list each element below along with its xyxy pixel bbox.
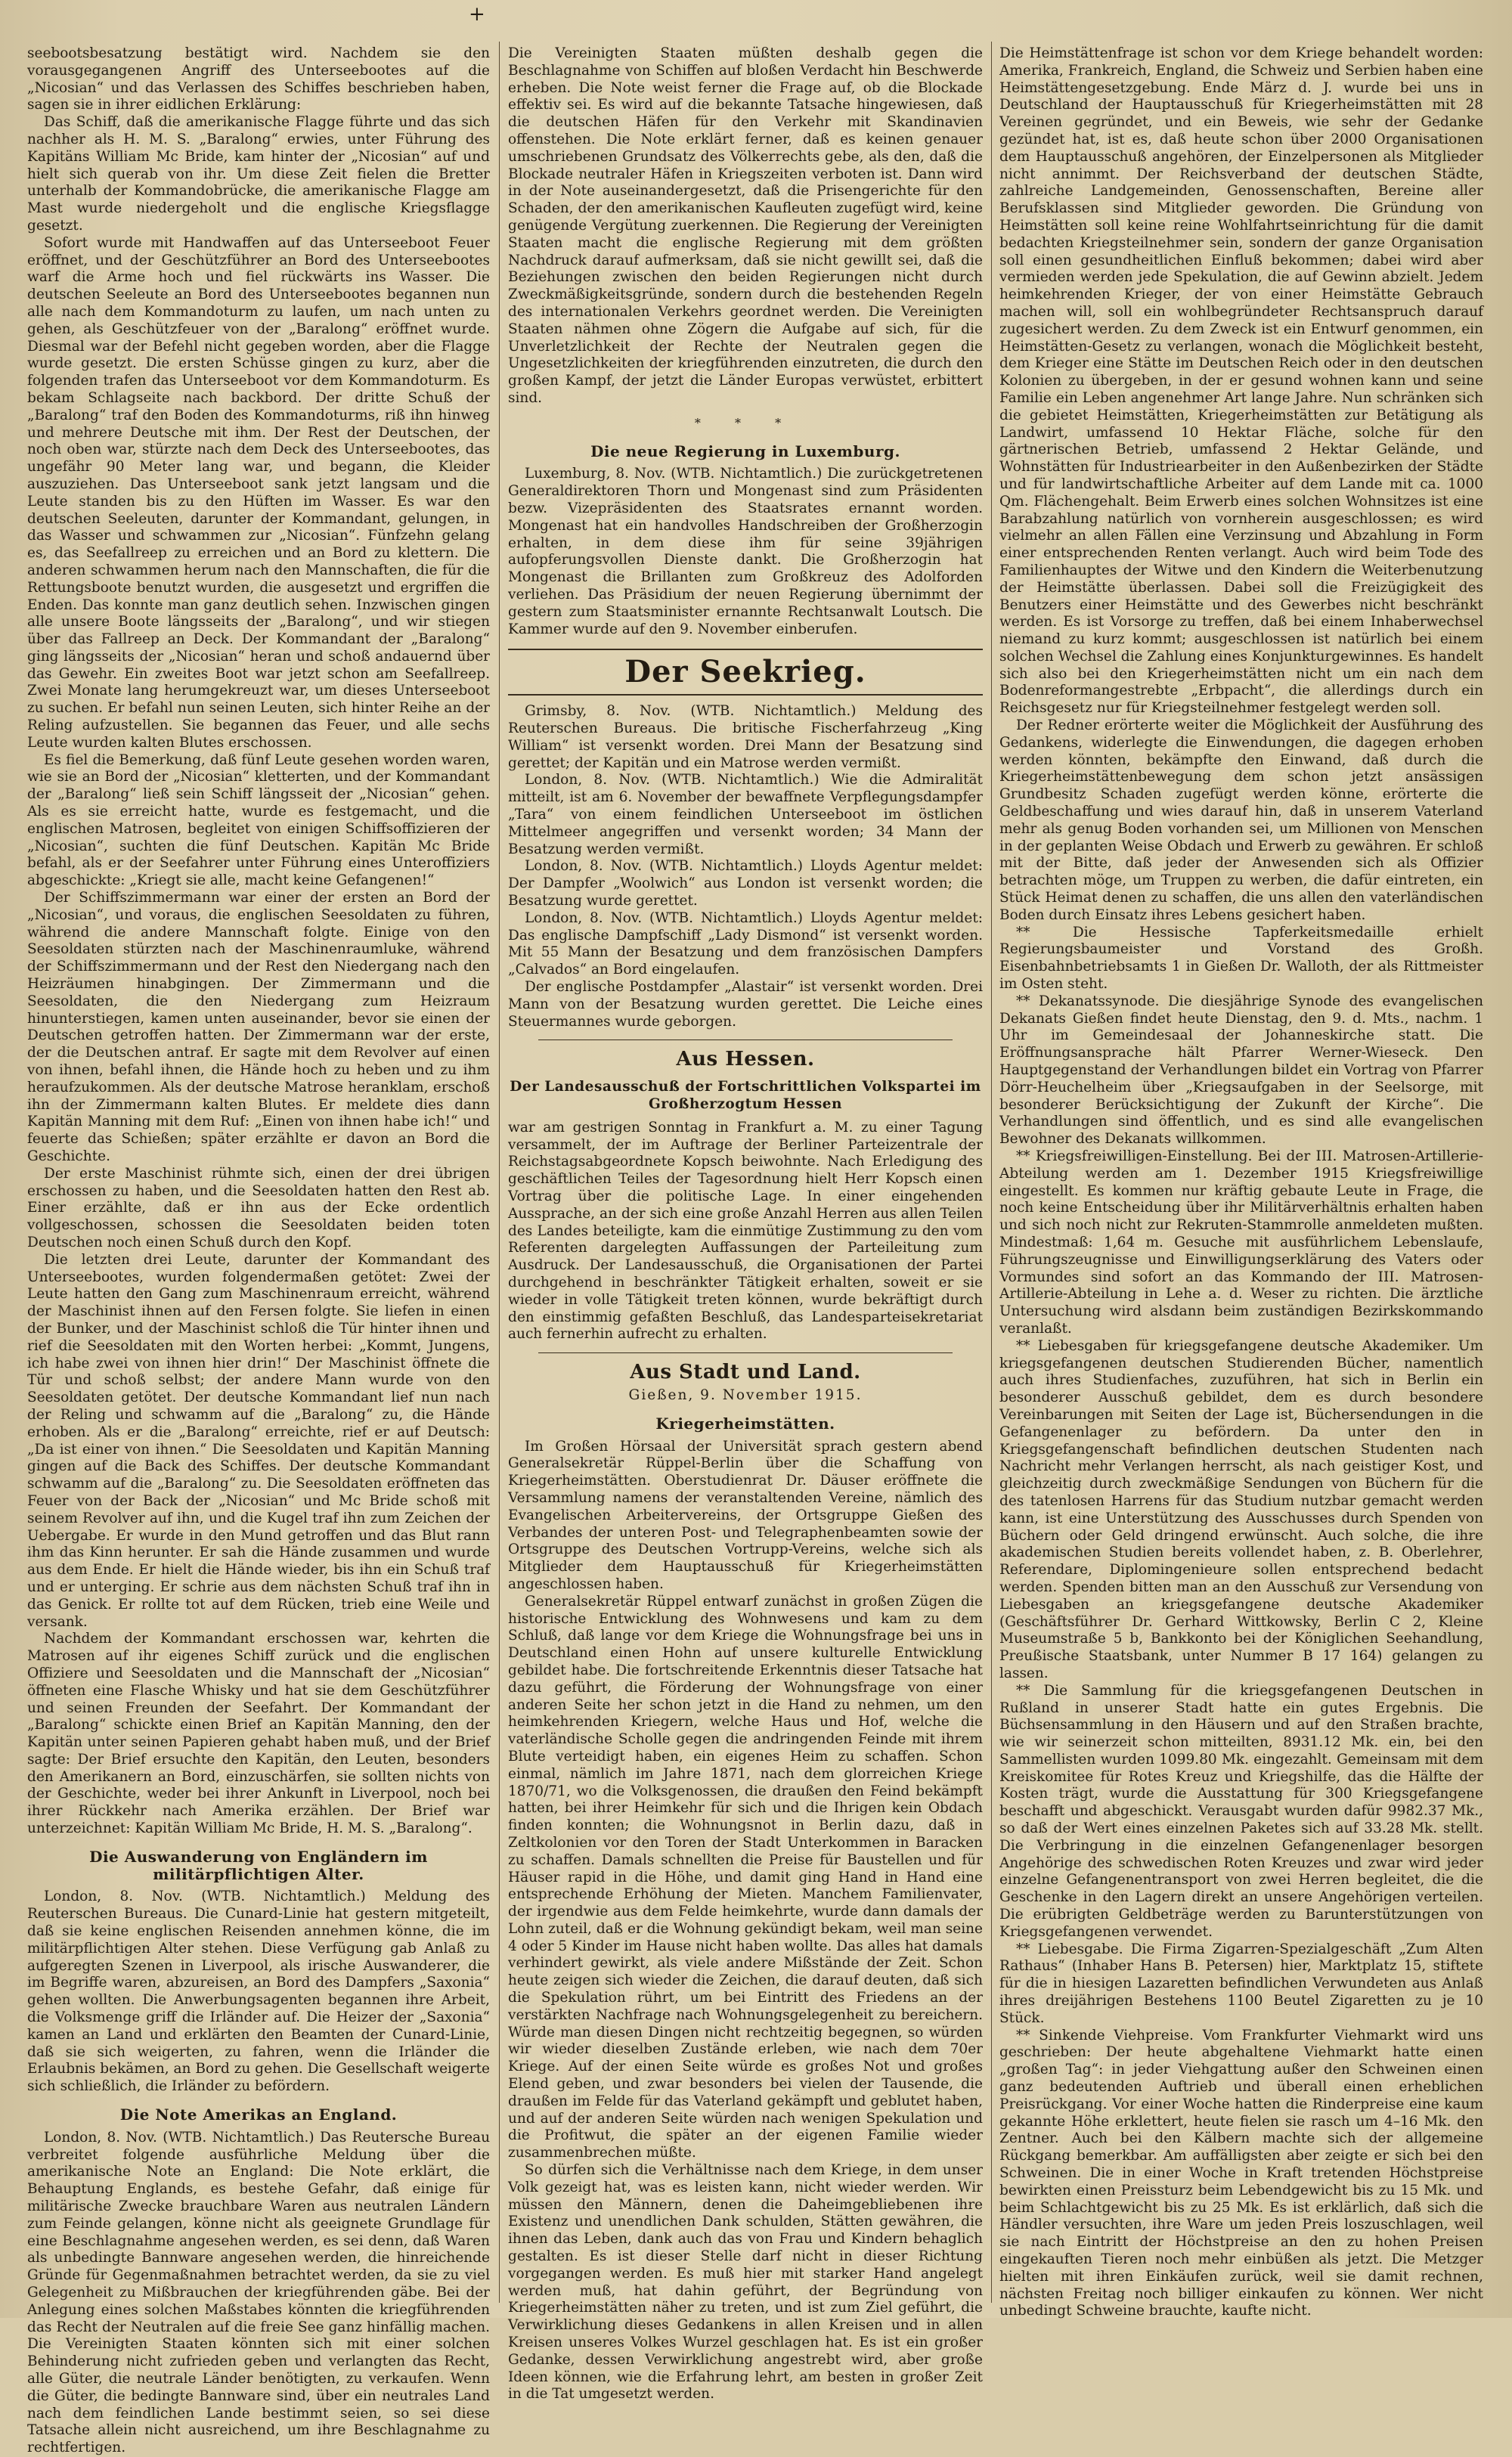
article-text: seebootsbesatzung bestätigt wird. Nachdem sie den vorausgegangenen Angriff des Unterseebootes auf die „Nicosian“ und das Verlassen des Schiffes beschrieben haben, sagen sie in ihrer eidlichen Erklärung:	[27, 45, 490, 113]
article-text: London, 8. Nov. (WTB. Nichtamtlich.) Lloyds Agentur meldet: Das englische Dampfschiff „Lady Dismond“ ist versenkt worden. Mit 55 Mann der Besatzung und dem französischen Dampfers „Calvados“ an Bord eingelaufen.	[508, 909, 983, 978]
article-text: London, 8. Nov. (WTB. Nichtamtlich.) Wie die Admiralität mitteilt, ist am 6. November der bewaffnete Verpflegungsdampfer „Tara“ von einem feindlichen Unterseeboot im östlichen Mittelmeer angegriffen und versenkt worden; 34 Mann der Besatzung werden vermißt.	[508, 772, 983, 857]
article-text: Die Heimstättenfrage ist schon vor dem Kriege behandelt worden: Amerika, Frankreich, England, die Schweiz und Serbien haben eine Heimstättengesetzgebung. Ende März d. J. wurde bei uns in Deutschland der Hauptausschuß für Kriegerheimstätten mit 28 Vereinen gegründet, und ein Beweis, wie sehr der Gedanke gezündet hat, ist es, daß heute schon über 2000 Organisationen dem Hauptausschuß angehören, der Einzelpersonen als Mitglieder nicht annimmt. Der Reichsverband der deutschen Städte, zahlreiche Landgemeinden, Genossenschaften, Bereine aller Berufsklassen sind Mitglieder geworden. Die Gründung von Heimstätten soll keine reine Wohlfahrtseinrichtung für die damit bedachten Kriegsteilnehmer sein, sondern der ganze Organisation soll einen gesundheitlichen Einfluß bekommen; dabei wird aber vermieden werden jede Spekulation, die auf Gewinn abzielt. Jedem heimkehrenden Krieger, der von einer Heimstätte Gebrauch machen will, soll ein wohlbegründeter Rechtsanspruch darauf zugesichert werden. Zu dem Zweck ist ein Entwurf genommen, ein Heimstätten-Gesetz zu verlangen, wonach die Möglichkeit besteht, dem Krieger eine Stätte im Deutschen Reich oder in den deutschen Kolonien zu übergeben, in der er gesund wohnen kann und seine Familie ein Leben angenehmer Art lange Jahre. Nun schränken sich die gebietet Heimstätten, Kriegerheimstätten zur Betätigung als Landwirt, umfassend 10 Hektar Fläche, solche für den gärtnerischen Betrieb, umfassend 2 Hektar Gelände, und Wohnstätten für Industriearbeiter in den Außenbezirken der Städte und für landwirtschaftliche Arbeiter auf dem Lande mit ca. 1000 Qm. Flächengehalt. Beim Erwerb eines solchen Wohnsitzes ist eine Barabzahlung natürlich von vornherein ausgeschlossen; es wird vielmehr an allen Fällen eine Verzinsung und Abzahlung in Form einer entsprechenden Renten verlangt. Auch wird beim Tode des Familienhauptes der Witwe und den Kindern die Weiterbenutzung der Heimstätte überlassen. Dabei soll die Freizügigkeit des Benutzers einer Heimstätte und des Gewerbes nicht beschränkt werden. Es ist Vorsorge zu treffen, daß bei einem Inhaberwechsel niemand zu kurz kommt; ausgeschlossen ist natürlich bei einem solchen Wechsel die Zahlung eines Konjunkturgewinnes. Es handelt sich also bei den Kriegerheimstätten nicht um ein nach dem Bodenreformangestrebte „Erbpacht“, die allerdings durch ein Reichsgesetz nur für Kriegsteilnehmer festgelegt werden soll.	[999, 45, 1483, 717]
column-rule-2	[991, 42, 992, 2303]
headline-kriegerheimstaetten: Kriegerheimstätten.	[655, 1414, 835, 1433]
column-2	[508, 45, 983, 2403]
headline-auswanderung: Die Auswanderung von Engländern im militärpflichtigen Alter.	[89, 1847, 428, 1883]
column-rule-1	[499, 42, 500, 2303]
article-text: Der Schiffszimmermann war einer der ersten an Bord der „Nicosian“, und voraus, die englischen Seesoldaten zu führen, während die andere Mannschaft folgte. Einige von den Seesoldaten stürzten nach der Maschinenraumluke, während der Schiffszimmermann und der Rest den Niedergang nach den Heizräumen hinabgingen. Der Zimmermann und die Seesoldaten, die den Niedergang zum Heizraum hinunterstiegen, kamen unten auseinander, bevor sie einen der Deutschen getroffen hatten. Der Zimmermann war der erste, der die Deutschen antraf. Er sagte mit dem Revolver auf einen von ihnen, befahl ihnen, die Hände hoch zu heben und zu ihm heraufzukommen. Als der deutsche Matrose heranklam, erschoß ihn der Zimmermann kalten Blutes. Er meldete dies dann Kapitän Manning mit dem Ruf: „Einen von ihnen habe ich!“ und feuerte das Schießen; später erzählte er davon an Bord die Geschichte.	[27, 890, 490, 1164]
article-text: Das Schiff, daß die amerikanische Flagge führte und das sich nachher als H. M. S. „Baralong“ erwies, unter Führung des Kapitäns William Mc Bride, kam hinter der „Nicosian“ auf und hielt sich querab von ihr. Um diese Zeit fielen die Bretter unterhalb der Kommandobrücke, die amerikanische Flagge am Mast wurde niedergeholt und die englische Kriegsflagge gesetzt.	[27, 114, 490, 234]
article-text: So dürfen sich die Verhältnisse nach dem Kriege, in dem unser Volk gezeigt hat, was es leisten kann, nicht wieder werden. Wir müssen den Männern, denen die Daheimgebliebenen ihre Existenz und unendlichen Dank schulden, Stätten gewähren, die ihnen das Leben, dank auch das von Frau und Kindern behaglich gestalten. Es ist dieser Stelle darf nicht in dieser Richtung vorgegangen werden. Es muß hier mit starker Hand angelegt werden muß, hat dahin geführt, der Begründung von Kriegerheimstätten näher zu treten, und ist zum Ziel geführt, die Verwirklichung dieses Gedankens in allen Kreisen und in allen Kreisen unseres Volkes Wurzel geschlagen hat. Es ist ein großer Gedanke, dessen Verwirklichung angestrebt wird, aber große Ideen können, wie die Erfahrung lehrt, am besten in großer Zeit in die Tat umgesetzt werden.	[508, 2162, 983, 2403]
headline-luxemburg: Die neue Regierung in Luxemburg.	[590, 442, 900, 460]
article-text: Der englische Postdampfer „Alastair“ ist versenkt worden. Drei Mann von der Besatzung wurden gerettet. Die Leiche eines Steuermannes wurde geborgen.	[508, 979, 983, 1030]
article-text: Die Vereinigten Staaten müßten deshalb gegen die Beschlagnahme von Schiffen auf bloßen Verdacht hin Beschwerde erheben. Die Note weist ferner die Frage auf, ob die Blockade effektiv sei. Es wird auf die bekannte Tatsache hingewiesen, daß die deutschen Häfen für den Verkehr mit Skandinavien offenstehen. Die Note erklärt ferner, daß es keinen genauer umschriebenen Grundsatz des Völkerrechts gebe, als den, daß die Blockade neutraler Häfen in Kriegszeiten verboten ist. Dann wird in der Note auseinandergesetzt, daß die Prisengerichte für den Schaden, der den amerikanischen Kaufleuten zugefügt wird, keine genügende Vergütung zuerkennen. Die Regierung der Vereinigten Staaten macht die englische Regierung mit dem größten Nachdruck darauf aufmerksam, daß sie nicht gewillt sei, daß die Beziehungen zwischen den beiden Regierungen nicht durch Zweckmäßigkeitsgründe, sondern durch die bestehenden Regeln des internationalen Verkehrs geordnet werden. Die Vereinigten Staaten nähmen ohne Zögern die Aufgabe auf sich, für die Unverletzlichkeit der Rechte der Neutralen gegen die Ungesetzlichkeiten der kriegführenden einzutreten, die durch den großen Kampf, der jetzt die Länder Europas verwüstet, erbittert sind.	[508, 45, 983, 406]
news-item: ** Sinkende Viehpreise. Vom Frankfurter Viehmarkt wird uns geschrieben: Der heute abgehaltene Viehmarkt hatte einen „großen Tag“: in jeder Viehgattung außer den Schweinen einen ganz bedeutenden Auftrieb und überall einen erheblichen Preisrückgang. Vor einer Woche hatten die Rinderpreise eine kaum gekannte Höhe erklettert, heute fielen sie rasch um 4–16 Mk. den Zentner. Auch bei den Kälbern machte sich der allgemeine Rückgang bemerkbar. Am auffälligsten aber zeigte er sich bei den Schweinen. Die in einer Woche in Kraft tretenden Höchstpreise bewirkten einen Preissturz beim Lebendgewicht bis zu 15 Mk. und beim Schlachtgewicht bis zu 25 Mk. Es ist erklärlich, daß sich die Händler versuchten, ihre Ware um jeden Preis loszuschlagen, weil sie nach Eintritt der Höchstpreise an den zu hohen Preisen eingekauften Tieren noch mehr einbüßen als jetzt. Die Metzger hielten mit ihren Einkäufen zurück, weil sie damit rechnen, nächsten Freitag noch billiger einkaufen zu können. Wer nicht unbedingt Schweine brauchte, kaufte nicht.	[999, 2027, 1483, 2319]
column-1	[27, 45, 490, 2456]
news-item: ** Kriegsfreiwilligen-Einstellung. Bei der III. Matrosen-Artillerie-Abteilung werden am 1. Dezember 1915 Kriegsfreiwillige eingestellt. Es kommen nur kräftig gebaute Leute in Frage, die noch keine Entscheidung über ihr Militärverhältnis erhalten haben und sich noch nicht zur Rekruten-Stammrolle anmeldeten mußten. Mindestmaß: 1,64 m. Gesuche mit ausführlichem Lebenslaufe, Führungszeugnisse und Einwilligungserklärung des Vaters oder Vormundes sind sofort an das Kommando der III. Matrosen-Artillerie-Abteilung in Lehe a. d. Weser zu richten. Die ärztliche Untersuchung wird alsdann beim zuständigen Bezirkskommando veranlaßt.	[999, 1148, 1483, 1337]
article-text: war am gestrigen Sonntag in Frankfurt a. M. zu einer Tagung versammelt, der im Auftrage der Berliner Parteizentrale der Reichstagsabgeordnete Kopsch beiwohnte. Nach Erledigung des geschäftlichen Teiles der Tagesordnung hielt Herr Kopsch einen Vortrag über die politische Lage. In einer eingehenden Aussprache, an der sich eine große Anzahl Herren aus allen Teilen des Landes beteiligte, kam die einmütige Zustimmung zu den vom Referenten dargelegten Auffassungen der Parteileitung zum Ausdruck. Der Landesausschuß, die Organisationen der Partei durchgehend in beschränkter Tätigkeit erhalten, soweit er sie wieder in volle Tätigkeit treten können, wurde bekräftigt durch den einstimmig gefaßten Beschluß, das Landesparteisekretariat auch fernerhin aufrecht zu erhalten.	[508, 1119, 983, 1343]
headline-landesausschuss: Der Landesausschuß der Fortschrittlichen Volkspartei im Großherzogtum Hessen	[510, 1079, 981, 1113]
headline-note-amerikas: Die Note Amerikas an England.	[119, 2105, 398, 2124]
column-3	[999, 45, 1483, 2319]
section-title-stadt-land: Aus Stadt und Land.	[630, 1361, 861, 1384]
news-item: ** Liebesgaben für kriegsgefangene deutsche Akademiker. Um kriegsgefangenen deutschen Studierenden Bücher, namentlich auch ihres Studienfaches, zuzuführen, hat sich in Berlin ein besonderer Ausschuß gebildet, dem es durch besondere Vereinbarungen mit Seiten der Lage ist, Büchersendungen in die Gefangenenlager zu befördern. Da unter den in Kriegsgefangenschaft befindlichen deutschen Studenten nach Nachricht mehr Verlangen herrscht, als nach geistiger Kost, und gleichzeitig durch zweckmäßige Sendungen von Büchern für die des tatenlosen Harrens für das Studium nutzbar gemacht werden kann, ist eine Unterstützung des Ausschusses durch Spenden von Büchern oder Geld dringend erwünscht. Auch solche, die ihre akademischen Studien bereits vollendet haben, z. B. Oberlehrer, Referendare, Diplomingenieure sollen entsprechend bedacht werden. Spenden bitten man an den Ausschuß zur Versendung von Liebesgaben an kriegsgefangene deutsche Akademiker (Geschäftsführer Dr. Gerhard Wittkowsky, Berlin C 2, Kleine Museumstraße 5 b, Bankkonto bei der Königlichen Seehandlung, Preußische Staatsbank, unter Nummer B 17 164) gelangen zu lassen.	[999, 1337, 1483, 1681]
article-text: Die letzten drei Leute, darunter der Kommandant des Unterseebootes, wurden folgendermaßen getötet: Zwei der Leute hatten den Gang zum Maschinenraum erreicht, während der Maschinist ihnen auf den Fersen folgte. Sie liefen in einen der Bunker, und der Maschinist schloß die Tür hinter ihnen und rief die Seesoldaten mit den Worten herbei: „Kommt, Jungens, ich habe zwei von ihnen hier drin!“ Der Maschinist öffnete die Tür und schoß selbst; der andere Mann wurde von den Seesoldaten getötet. Der deutsche Kommandant lief nun nach der Reling und schwamm auf die „Baralong“ zu, die Hände erhoben. Als er die „Baralong“ erreichte, rief er auf Deutsch: „Da ist einer von ihnen.“ Die Seesoldaten und Kapitän Manning gingen auf die Back des Schiffes. Der deutsche Kommandant schwamm auf die „Baralong“ zu. Die Seesoldaten eröffneten das Feuer von der Back der „Nicosian“ und Mc Bride schoß mit seinem Revolver auf ihn, und die Kugel traf ihn zum Zeichen der Uebergabe. Er wurde in den Mund getroffen und das Blut rann ihm das Kinn herunter. Er sah die Hände zusammen und wurde aus dem Ende. Er hielt die Hände wieder, bis ihn ein Schuß traf und er unterging. Er schrie aus dem nächsten Schuß traf ihn in das Genick. Er rollte tot auf dem Rücken, trieb eine Weile und versank.	[27, 1251, 490, 1630]
article-text: Im Großen Hörsaal der Universität sprach gestern abend Generalsekretär Rüppel-Berlin über die Schaffung von Kriegerheimstätten. Oberstudienrat Dr. Däuser eröffnete die Versammlung namens der veranstaltenden Vereine, nämlich des Evangelischen Arbeitervereins, der Ortsgruppe Gießen des Verbandes der unteren Post- und Telegraphenbeamten sowie der Ortsgruppe des Deutschen Vortrupp-Vereins, welche sich als Mitglieder dem Hauptausschuß für Kriegerheimstätten angeschlossen haben.	[508, 1438, 983, 1592]
article-text: Der erste Maschinist rühmte sich, einen der drei übrigen erschossen zu haben, und die Seesoldaten hatten den Rest ab. Einer erzählte, daß er ihn aus der Ecke ordentlich vollgeschossen, schossen die Seesoldaten beiden toten Deutschen noch einen Schuß durch den Kopf.	[27, 1165, 490, 1250]
article-text: Nachdem der Kommandant erschossen war, kehrten die Matrosen auf ihr eigenes Schiff zurück und die englischen Offiziere und Seesoldaten und die Mannschaft der „Nicosian“ öffneten eine Flasche Whisky und hat sie dem Geschützführer und seinen Freunden der Seefahrt. Der Kommandant der „Baralong“ schickte einen Brief an Kapitän Manning, den der Kapitän unter seinen Papieren gehabt haben muß, und der Brief sagte: Der Brief ersuchte den Kapitän, den Leuten, besonders den Amerikanern an Bord, einzuschärfen, sie sollten nichts von der Geschichte, weder bei ihrer Ankunft in Liverpool, noch bei ihrer Rückkehr nach Amerika erzählen. Der Brief war unterzeichnet: Kapitän William Mc Bride, H. M. S. „Baralong“.	[27, 1631, 490, 1837]
section-title-seekrieg: Der Seekrieg.	[508, 649, 983, 696]
news-item: ** Die Hessische Tapferkeitsmedaille erhielt Regierungsbaumeister und Vorstand des Großh. Eisenbahnbetriebsamts 1 in Gießen Dr. Walloth, der als Rittmeister im Osten steht.	[999, 924, 1483, 993]
article-text: London, 8. Nov. (WTB. Nichtamtlich.) Meldung des Reuterschen Bureaus. Die Cunard-Linie hat gestern mitgeteilt, daß sie keine englischen Reisenden annehmen könne, die im militärpflichtigen Alter stehen. Diese Verfügung gab Anlaß zu aufgeregten Szenen in Liverpool, als irische Auswanderer, die im Begriffe waren, abzureisen, an Bord des Dampfers „Saxonia“ gehen wollten. Die Anwerbungsagenten begannen ihre Arbeit, die Volksmenge griff die Irländer auf. Die Heizer der „Saxonia“ kamen an Land und erklärten den Beamten der Cunard-Linie, daß sie sich weigerten, zu fahren, wenn die Irländer die Erlaubnis bekämen, an Bord zu gehen. Die Gesellschaft weigerte sich schließlich, die Irländer zu befördern.	[27, 1888, 490, 2095]
article-text: London, 8. Nov. (WTB. Nichtamtlich.) Das Reutersche Bureau verbreitet folgende ausführliche Meldung über die amerikanische Note an England: Die Note erklärt, die Behauptung Englands, es bestehe Gefahr, daß einige für militärische Zwecke brauchbare Waren aus neutralen Ländern zum Feinde gelangen, könne nicht als geeignete Grundlage für eine Beschlagnahme angesehen werden, es sei denn, daß Waren als unbedingte Bannware angesehen werden, die hinreichende Gründe für Gegenmaßnahmen betrachtet werden, da sie zu viel Gelegenheit zu Mißbrauchen der kriegführenden gäbe. Bei der Anlegung eines solchen Maßstabes könnten die kriegführenden das Recht der Neutralen auf die freie See ganz hinfällig machen. Die Vereinigten Staaten könnten sich mit einer solchen Behinderung nicht zufrieden geben und verlangten das Recht, alle Güter, die neutrale Länder benötigten, zu verkaufen. Wenn die Güter, die bedingte Bannware sind, über ein neutrales Land nach dem feindlichen Lande bestimmt seien, so sei diese Tatsache allein nicht ausreichend, um ihre Beschlagnahme zu rechtfertigen.	[27, 2129, 490, 2456]
news-item: ** Liebesgabe. Die Firma Zigarren-Spezialgeschäft „Zum Alten Rathaus“ (Inhaber Hans B. Petersen) hier, Marktplatz 15, stiftete für die in hiesigen Lazaretten befindlichen Verwundeten aus Anlaß ihres dreijährigen Bestehens 1100 Beutel Zigaretten zu je 10 Stück.	[999, 1941, 1483, 2026]
article-text: Sofort wurde mit Handwaffen auf das Unterseeboot Feuer eröffnet, und der Geschützführer an Bord des Unterseebootes warf die Arme hoch und fiel rückwärts ins Wasser. Die deutschen Seeleute an Bord des Unterseebootes begannen nun alle nach dem Kommandoturm zu laufen, um nach unten zu gehen, als Geschützfeuer von der „Baralong“ eröffnet wurde. Diesmal war der Befehl nicht gegeben worden, aber die Flagge wurde gesetzt. Die ersten Schüsse gingen zu kurz, aber die folgenden trafen das Unterseeboot vor dem Kommandoturm. Es bekam Schlagseite nach backbord. Der dritte Schuß der „Baralong“ traf den Boden des Kommandoturms, riß ihn hinweg und mehrere Deutsche mit ihm. Der Rest der Deutschen, der noch oben war, stürzte nach dem Deck des Unterseebootes, das ungefähr 90 Meter lang war, und begann, die Kleider auszuziehen. Das Unterseeboot sank jetzt langsam und die Leute standen bis zu den Hüften im Wasser. Es war den deutschen Seeleuten, darunter der Kommandant, gelungen, in das Wasser und schwammen zur „Nicosian“. Fünfzehn gelang es, das Seefallreep zu erreichen und an Bord zu klettern. Die anderen schwammen herum nach den Mannschaften, die für die Rettungsboote benutzt wurden, die ausgesetzt und ergriffen die Enden. Das konnte man ganz deutlich sehen. Inzwischen gingen alle unsere Boote längsseits der „Baralong“, und wir stiegen über das Fallreep an Deck. Der Kommandant der „Baralong“ ging längsseits der „Nicosian“ heran und schoß andauernd über das Gewehr. Ein zweites Boot war jetzt schon am Seefallreep. Zwei Monate lang herumgekreuzt war, um dieses Unterseeboot zu suchen. Er befahl nun seinen Leuten, sich hinter Reihe an der Reling aufzustellen. Sie begannen das Feuer, und alle sechs Leute wurden kalten Blutes erschossen.	[27, 234, 490, 751]
section-separator: * * *	[694, 415, 797, 430]
section-title-hessen: Aus Hessen.	[676, 1048, 815, 1071]
news-item: ** Dekanatssynode. Die diesjährige Synode des evangelischen Dekanats Gießen findet heute Dienstag, den 9. d. Mts., nachm. 1 Uhr im Gemeindesaal der Johanneskirche statt. Die Eröffnungsansprache hält Pfarrer Werner-Wieseck. Den Hauptgegenstand der Verhandlungen bildet ein Vortrag von Pfarrer Dörr-Heuchelheim über „Kriegsaufgaben in der Seelsorge, mit besonderer Berücksichtigung der Zukunft der Kirche“. Die Verhandlungen sind öffentlich, und es sind alle evangelischen Bewohner des Dekanats willkommen.	[999, 993, 1483, 1148]
news-item: ** Die Sammlung für die kriegsgefangenen Deutschen in Rußland in unserer Stadt hatte ein gutes Ergebnis. Die Büchsensammlung in den Häusern und auf den Straßen brachte, wie wir seinerzeit schon mitteilten, 8931.12 Mk. ein, bei den Sammellisten wurden 1099.80 Mk. eingezahlt. Gemeinsam mit dem Kreiskomitee für Rotes Kreuz und Kriegshilfe, das die Hälfte der Kosten trägt, wurde die Ausstattung für 300 Kriegsgefangene beschafft und abgeschickt. Verausgabt wurden dafür 9982.37 Mk., so daß der Wert eines einzelnen Paketes sich auf 33.28 Mk. stellt. Die Verbringung in die einzelnen Gefangenenlager besorgen Angehörige des schwedischen Roten Kreuzes und zwar wird jeder einzelne Gefangenentransport von zwei Herren begleitet, die die Geschenke in den Lagern direkt an unsere Angehörigen verteilen. Die erübrigten Geldbeträge werden zu Barunterstützungen von Kriegsgefangenen verwendet.	[999, 1682, 1483, 1940]
article-text: Generalsekretär Rüppel entwarf zunächst in großen Zügen die historische Entwicklung des Wohnwesens und kam zu dem Schluß, daß lange vor dem Kriege die Wohnungsfrage bei uns in Deutschland einen Hohn auf unsere kulturelle Entwicklung gebildet habe. Die fortschreitende Erkenntnis dieser Tatsache hat dazu geführt, die Förderung der Wohnungsfrage von einer anderen Seite her schon jetzt in die Hand zu nehmen, um den heimkehrenden Kriegern, welche Haus und Hof, welche die vaterländische Scholle gegen die andringenden Feinde mit ihrem Blute verteidigt haben, ein eigenes Heim zu schaffen. Schon einmal, nämlich im Jahre 1871, nach dem glorreichen Kriege 1870/71, wo die Volksgenossen, die draußen den Feind bekämpft hatten, bei ihrer Heimkehr für sich und die Ihrigen kein Obdach finden konnten; die Wohnungsnot in Berlin dazu, daß in Zeltkolonien vor den Toren der Stadt Unterkommen in Baracken zu schaffen. Damals schnellten die Preise für Baustellen und für Häuser rapid in die Höhe, und damit ging Hand in Hand eine entsprechende Erhöhung der Mieten. Manchem Familienvater, der irgendwie aus dem Felde heimkehrte, wurde dann damals der Lohn zuteil, daß er die Wohnung gekündigt bekam, weil man seine 4 oder 5 Kinder im Hause nicht haben wollte. Das alles hat damals verhindert gewirkt, als viele andere Mißstände der Zeit. Schon heute zeigen sich wieder die Zeichen, die darauf deuten, daß sich die Spekulation rührt, um bei Eintritt des Friedens an der verstärkten Nachfrage nach Wohnungsgelegenheit zu bereichern. Würde man diesen Dingen nicht rechtzeitig begegnen, so würden wir wieder dieselben Zustände erleben, wie nach dem 70er Kriege. Auf der einen Seite würde es großes Not und großes Elend geben, und zwar besonders bei vielen der Tausende, die draußen im Felde für das Vaterland gekämpft und geblutet haben, und auf der anderen Seite würden nach wenigen Spekulation und die Profitwut, die später an der eigenen Familie wieder zusammenbrechen müßte.	[508, 1593, 983, 2161]
article-text: Grimsby, 8. Nov. (WTB. Nichtamtlich.) Meldung des Reuterschen Bureaus. Die britische Fischerfahrzeug „King William“ ist versenkt worden. Drei Mann der Besatzung sind gerettet; der Kapitän und ein Matrose werden vermißt.	[508, 703, 983, 771]
article-text: Der Redner erörterte weiter die Möglichkeit der Ausführung des Gedankens, widerlegte die Einwendungen, die dagegen erhoben werden könnten, bekämpfte den Einwand, daß durch die Kriegerheimstättenbewegung dem schon jetzt ansässigen Grundbesitz Schaden zugefügt werden könne, erörterte die Geldbeschaffung und wies darauf hin, daß in unserem Vaterland mehr als genug Boden vorhanden sei, um Millionen von Menschen in der geplanten Weise Obdach und Erwerb zu gewähren. Er schloß mit der Bitte, daß jeder der Anwesenden sich als Offizier betrachten möge, um Truppen zu werben, die dafür eintreten, ein Stück Heimat denen zu schaffen, die uns allen den vaterländischen Boden durch Einsatz ihres Lebens gesichert haben.	[999, 717, 1483, 923]
dateline: Gießen, 9. November 1915.	[628, 1387, 863, 1403]
article-text: Es fiel die Bemerkung, daß fünf Leute gesehen worden waren, wie sie an Bord der „Nicosian“ kletterten, und der Kommandant der „Baralong“ ließ sein Schiff längsseit der „Nicosian“ gehen. Als es sie erreicht hatte, wurde es festgemacht, und die englischen Matrosen, begleitet von einigen Schiffsoffizieren der „Nicosian“, suchten die fünf Deutschen. Kapitän Mc Bride befahl, als er der Seefahrer unter Führung eines Unteroffiziers abgeschickte: „Kriegt sie alle, macht keine Gefangenen!“	[27, 751, 490, 889]
article-text: London, 8. Nov. (WTB. Nichtamtlich.) Lloyds Agentur meldet: Der Dampfer „Woolwich“ aus London ist versenkt worden; die Besatzung wurde gerettet.	[508, 858, 983, 909]
divider	[538, 1352, 953, 1353]
article-text: Luxemburg, 8. Nov. (WTB. Nichtamtlich.) Die zurückgetretenen Generaldirektoren Thorn und Mongenast sind zum Präsidenten bezw. Vizepräsidenten des Staatsrates ernannt worden. Mongenast hat ein handvolles Handschreiben der Großherzogin erhalten, in dem diese ihm für seine 39jährigen aufopferungsvollen Dienste dankt. Die Großherzogin hat Mongenast die Brillanten zum Großkreuz des Adolforden verliehen. Das Präsidium der neuen Regierung übernimmt der gestern zum Staatsminister ernannte Rechtsanwalt Loutsch. Die Kammer wurde auf den 9. November einberufen.	[508, 466, 983, 637]
fold-mark: +	[469, 3, 485, 26]
